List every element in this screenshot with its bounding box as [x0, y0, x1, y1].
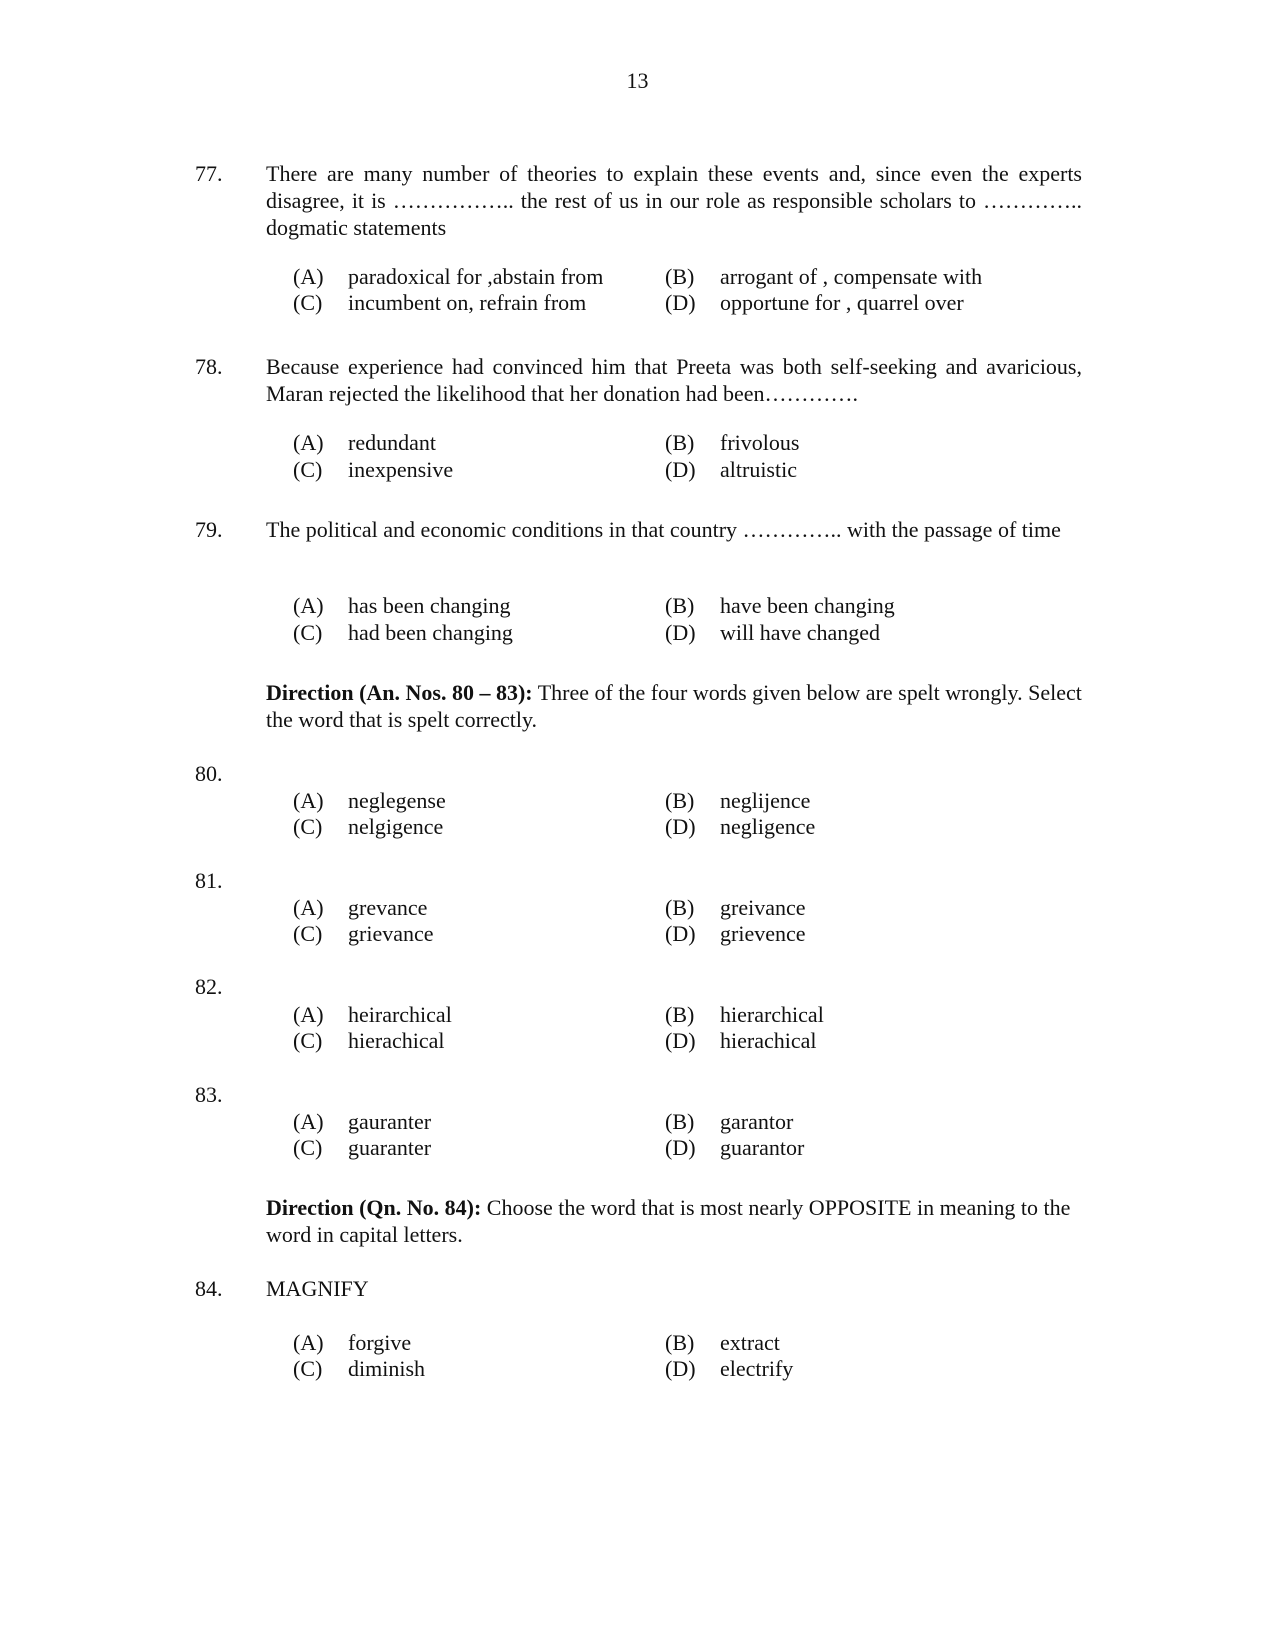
option-text: diminish [348, 1356, 426, 1381]
option-letter: (A) [293, 1002, 324, 1027]
option-d [665, 456, 797, 483]
option-c [293, 1355, 425, 1382]
option-d [665, 1027, 817, 1054]
option-a [293, 592, 511, 619]
option-letter: (D) [665, 921, 696, 946]
option-a [293, 787, 446, 814]
option-a [293, 429, 436, 456]
option-b [665, 1329, 780, 1356]
option-a [293, 1329, 411, 1356]
question-number: 83. [195, 1082, 223, 1107]
option-c [293, 619, 513, 646]
option-text: arrogant of , compensate with [720, 264, 983, 289]
option-text: greivance [720, 895, 806, 920]
option-d [665, 619, 880, 646]
option-text: extract [720, 1330, 780, 1355]
direction-text: Choose the word that is most nearly OPPOSITE in meaning to the word in capital letters. [266, 1195, 1071, 1247]
option-b [665, 592, 895, 619]
option-text: hierachical [720, 1028, 817, 1053]
option-text: frivolous [720, 430, 800, 455]
option-d [665, 289, 964, 316]
option-a [293, 263, 603, 290]
question-number: 82. [195, 974, 223, 999]
option-b [665, 894, 806, 921]
option-c [293, 813, 443, 840]
option-text: nelgigence [348, 814, 444, 839]
option-letter: (C) [293, 814, 323, 839]
option-text: guaranter [348, 1135, 432, 1160]
option-letter: (C) [293, 921, 323, 946]
option-letter: (C) [293, 1135, 323, 1160]
option-letter: (B) [665, 1109, 695, 1134]
option-text: neglegense [348, 788, 446, 813]
option-letter: (A) [293, 1109, 324, 1134]
question-text: There are many number of theories to explain these events and, since even the experts disagree, it is …………….. the rest of us in our role as responsible scholars to ………….. dogmatic statements [266, 161, 1082, 240]
option-text: grievance [348, 921, 434, 946]
question-number: 80. [195, 761, 223, 786]
option-letter: (B) [665, 788, 695, 813]
option-text: will have changed [720, 620, 881, 645]
question-number: 84. [195, 1276, 223, 1301]
option-letter: (D) [665, 814, 696, 839]
option-b [665, 1108, 793, 1135]
option-b [665, 1001, 824, 1028]
option-letter: (D) [665, 620, 696, 645]
option-text: incumbent on, refrain from [348, 290, 587, 315]
question-number: 77. [195, 161, 223, 186]
option-a [293, 1108, 431, 1135]
option-a [293, 894, 427, 921]
option-text: grevance [348, 895, 428, 920]
option-letter: (D) [665, 290, 696, 315]
direction-80-83 [266, 679, 1082, 733]
option-text: altruistic [720, 457, 797, 482]
direction-84 [266, 1194, 1082, 1248]
option-text: gauranter [348, 1109, 432, 1134]
option-text: guarantor [720, 1135, 805, 1160]
option-letter: (B) [665, 593, 695, 618]
option-text: hierarchical [720, 1002, 824, 1027]
question-text: The political and economic conditions in that country ………….. with the passage of time [266, 517, 1061, 542]
option-text: has been changing [348, 593, 511, 618]
option-letter: (B) [665, 264, 695, 289]
option-d [665, 1355, 793, 1382]
option-letter: (B) [665, 1330, 695, 1355]
option-letter: (A) [293, 1330, 324, 1355]
option-letter: (C) [293, 457, 323, 482]
direction-text: Three of the four words given below are spelt wrongly. Select the word that is spelt correctly. [266, 680, 1082, 732]
option-text: had been changing [348, 620, 513, 645]
option-letter: (B) [665, 430, 695, 455]
option-letter: (D) [665, 1028, 696, 1053]
option-b [665, 787, 810, 814]
option-c [293, 456, 453, 483]
direction-label: Direction (An. Nos. 80 – 83): [266, 680, 533, 705]
option-d [665, 1134, 804, 1161]
option-text: negligence [720, 814, 816, 839]
option-text: paradoxical for ,abstain from [348, 264, 604, 289]
question-number: 78. [195, 354, 223, 379]
option-letter: (B) [665, 1002, 695, 1027]
option-letter: (A) [293, 593, 324, 618]
option-letter: (D) [665, 1356, 696, 1381]
option-b [665, 429, 799, 456]
option-text: electrify [720, 1356, 794, 1381]
question-number: 79. [195, 517, 223, 542]
option-letter: (C) [293, 1356, 323, 1381]
option-c [293, 289, 586, 316]
option-text: hierachical [348, 1028, 445, 1053]
question-number: 81. [195, 868, 223, 893]
question-text: MAGNIFY [266, 1276, 369, 1301]
option-c [293, 1134, 431, 1161]
option-letter: (B) [665, 895, 695, 920]
option-text: grievence [720, 921, 806, 946]
option-text: have been changing [720, 593, 895, 618]
option-text: garantor [720, 1109, 794, 1134]
option-text: opportune for , quarrel over [720, 290, 964, 315]
option-a [293, 1001, 452, 1028]
option-letter: (A) [293, 264, 324, 289]
option-letter: (C) [293, 620, 323, 645]
option-text: inexpensive [348, 457, 454, 482]
option-text: forgive [348, 1330, 412, 1355]
option-d [665, 813, 815, 840]
option-letter: (C) [293, 290, 323, 315]
option-c [293, 920, 434, 947]
page-number: 13 [626, 68, 649, 93]
option-letter: (C) [293, 1028, 323, 1053]
option-text: neglijence [720, 788, 811, 813]
option-c [293, 1027, 445, 1054]
option-text: heirarchical [348, 1002, 452, 1027]
option-letter: (D) [665, 1135, 696, 1160]
option-text: redundant [348, 430, 436, 455]
option-letter: (A) [293, 430, 324, 455]
option-b [665, 263, 982, 290]
option-d [665, 920, 806, 947]
option-letter: (A) [293, 788, 324, 813]
question-text: Because experience had convinced him that Preeta was both self-seeking and avaricious, Maran rejected the likelihood that her donation had been…………. [266, 354, 1082, 406]
option-letter: (A) [293, 895, 324, 920]
direction-label: Direction (Qn. No. 84): [266, 1195, 482, 1220]
option-letter: (D) [665, 457, 696, 482]
